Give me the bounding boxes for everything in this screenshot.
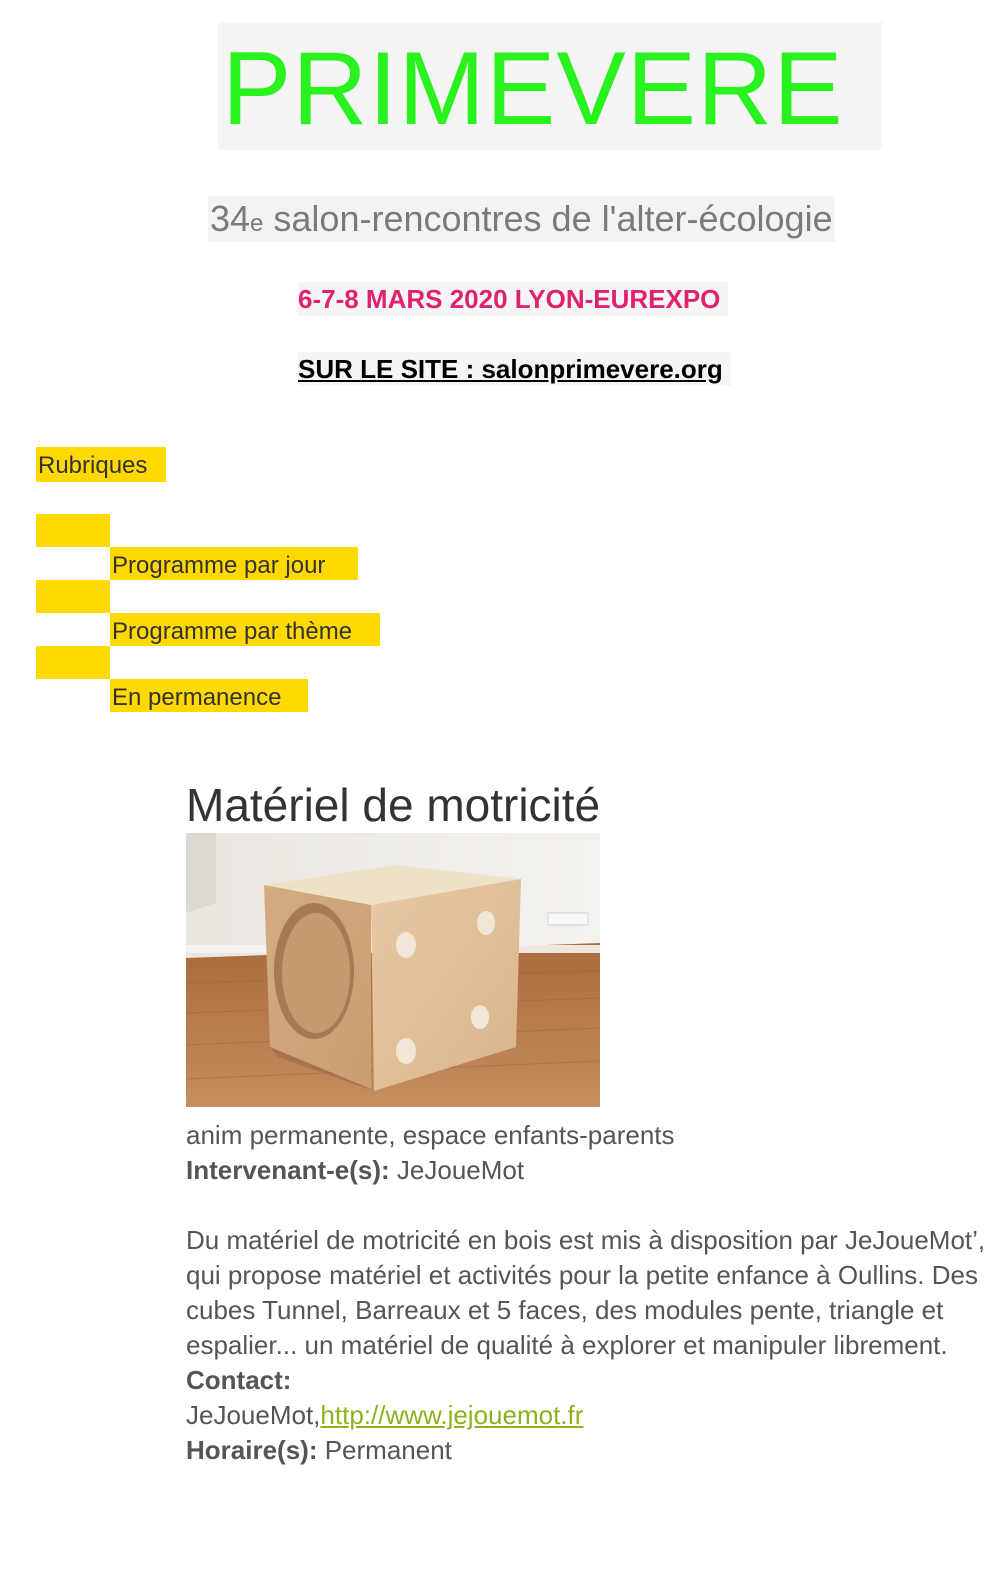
nav-bullet: [36, 646, 110, 679]
article-speakers: [186, 1153, 996, 1188]
nav-heading: [36, 447, 166, 482]
article-hours: [186, 1433, 996, 1468]
contact-name: JeJoueMot,: [186, 1400, 321, 1430]
nav-bullet: [36, 514, 110, 547]
site-link[interactable]: SUR LE SITE : salonprimevere.org: [298, 352, 731, 386]
wooden-cube-photo: [186, 833, 600, 1107]
spacer: [186, 1188, 996, 1223]
site-logo[interactable]: PRIMEVERE: [222, 31, 844, 147]
article-body: [186, 1118, 996, 1468]
article-category: anim permanente, espace enfants-parents: [186, 1120, 675, 1150]
nav-item-programme-par-theme[interactable]: [110, 613, 380, 646]
nav-item-label: Programme par thème: [112, 618, 353, 645]
hours-value: Permanent: [317, 1435, 452, 1465]
article-description: Du matériel de motricité en bois est mis à disposition par JeJoueMot’, qui propose matériel et activités pour la petite enfance à Oullins. Des cubes Tunnel, Barreaux et 5 faces, des modules pente, triangle et espalier... un matériel de qualité à explorer et manipuler librement.: [186, 1225, 986, 1360]
event-dates: 6-7-8 MARS 2020 LYON-EUREXPO: [298, 282, 728, 316]
speakers-value: JeJoueMot: [389, 1155, 525, 1185]
contact-url-link[interactable]: http://www.jejouemot.fr: [320, 1400, 584, 1430]
contact-heading: [186, 1363, 996, 1398]
contact-label: Contact:: [186, 1365, 292, 1395]
site-subtitle: [208, 196, 835, 242]
nav-item-label: En permanence: [112, 684, 282, 711]
nav-bullet: [36, 580, 110, 613]
subtitle-number: 34: [210, 198, 251, 239]
subtitle-ordinal: e: [250, 210, 264, 237]
nav-heading-label: Rubriques: [38, 452, 148, 479]
hours-label: Horaire(s):: [186, 1435, 318, 1465]
nav-item-programme-par-jour[interactable]: [110, 547, 358, 580]
nav-item-en-permanence[interactable]: [110, 679, 308, 712]
nav-item-label: Programme par jour: [112, 552, 326, 579]
speakers-label: Intervenant-e(s):: [186, 1155, 390, 1185]
article-title: Matériel de motricité: [186, 779, 601, 831]
subtitle-text: salon-rencontres de l'alter-écologie: [263, 198, 833, 239]
contact-line: [186, 1398, 996, 1433]
